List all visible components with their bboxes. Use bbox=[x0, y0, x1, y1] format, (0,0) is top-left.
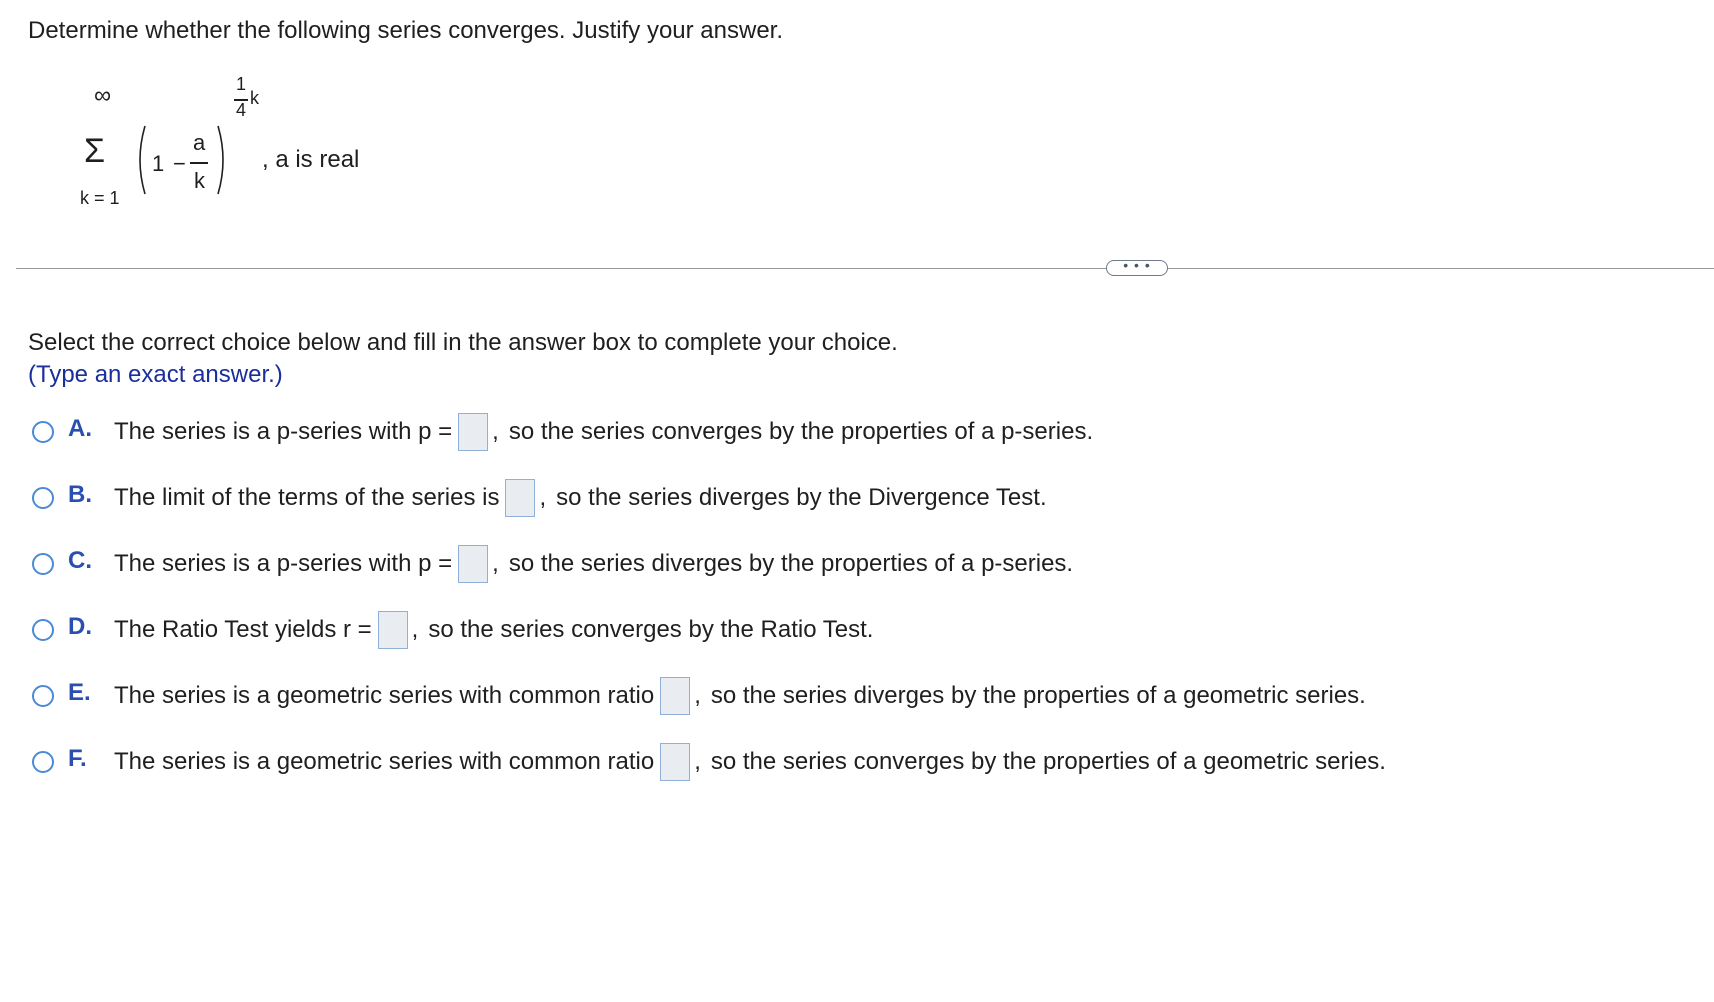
choice-letter: E. bbox=[68, 679, 91, 706]
fraction-numerator: a bbox=[193, 130, 206, 155]
choice-text-after: so the series converges by the properties of a geometric series. bbox=[710, 748, 1386, 775]
term-minus: − bbox=[173, 151, 186, 176]
answer-input[interactable] bbox=[660, 743, 690, 781]
exponent-variable: k bbox=[250, 88, 259, 108]
radio-button-unselected-icon[interactable] bbox=[32, 685, 54, 707]
choice-text-after: so the series converges by the properties of a p-series. bbox=[508, 418, 1094, 445]
comma: , bbox=[694, 748, 701, 775]
choice-e[interactable] bbox=[30, 675, 1366, 717]
choice-text-before: The series is a geometric series with common ratio bbox=[114, 748, 655, 775]
answer-input[interactable] bbox=[458, 545, 488, 583]
sum-lower-limit: k = 1 bbox=[80, 188, 120, 208]
exponent-denominator: 4 bbox=[236, 100, 247, 120]
choice-text-before: The Ratio Test yields r = bbox=[114, 616, 372, 643]
choice-text-after: so the series converges by the Ratio Test. bbox=[428, 616, 874, 643]
radio-button-unselected-icon[interactable] bbox=[32, 619, 54, 641]
fraction-denominator: k bbox=[194, 168, 205, 193]
radio-button-unselected-icon[interactable] bbox=[32, 487, 54, 509]
choice-b[interactable] bbox=[30, 477, 1047, 519]
comma: , bbox=[411, 616, 419, 643]
answer-input[interactable] bbox=[505, 479, 535, 517]
choice-letter: A. bbox=[68, 415, 92, 442]
answer-input[interactable] bbox=[378, 611, 408, 649]
radio-button-unselected-icon[interactable] bbox=[32, 751, 54, 773]
choice-a[interactable] bbox=[30, 411, 1093, 453]
formula-condition: , a is real bbox=[262, 146, 360, 173]
series-formula bbox=[70, 74, 410, 214]
choice-c[interactable] bbox=[30, 543, 1073, 585]
left-parenthesis bbox=[134, 124, 148, 196]
choice-text-after: so the series diverges by the properties of a p-series. bbox=[508, 550, 1074, 577]
comma: , bbox=[694, 682, 701, 709]
question-text: Determine whether the following series converges. Justify your answer. bbox=[28, 17, 784, 44]
fraction-bar bbox=[190, 162, 208, 164]
radio-button-unselected-icon[interactable] bbox=[32, 421, 54, 443]
comma: , bbox=[492, 550, 499, 577]
exponent-numerator: 1 bbox=[236, 74, 247, 94]
answer-input[interactable] bbox=[458, 413, 488, 451]
choice-text-before: The series is a p-series with p = bbox=[114, 418, 453, 445]
comma: , bbox=[492, 418, 499, 445]
instructions-text: Select the correct choice below and fill in the answer box to complete your choice. bbox=[28, 329, 898, 356]
choice-letter: C. bbox=[68, 547, 92, 574]
choice-text-before: The series is a geometric series with common ratio bbox=[114, 682, 655, 709]
comma: , bbox=[539, 484, 547, 511]
answer-input[interactable] bbox=[660, 677, 690, 715]
more-options-icon[interactable]: • • • bbox=[1106, 260, 1168, 276]
term-one: 1 bbox=[152, 151, 165, 176]
radio-button-unselected-icon[interactable] bbox=[32, 553, 54, 575]
section-divider bbox=[16, 268, 1714, 269]
choice-letter: D. bbox=[68, 613, 92, 640]
choice-f[interactable] bbox=[30, 741, 1386, 783]
choice-text-before: The series is a p-series with p = bbox=[114, 550, 453, 577]
sigma-symbol: Σ bbox=[84, 132, 106, 170]
right-parenthesis bbox=[215, 124, 229, 196]
hint-text: (Type an exact answer.) bbox=[28, 361, 283, 388]
choice-text-after: so the series diverges by the Divergence Test. bbox=[556, 484, 1047, 511]
choice-text-before: The limit of the terms of the series is bbox=[114, 484, 500, 511]
choice-d[interactable] bbox=[30, 609, 873, 651]
sum-upper-limit: ∞ bbox=[94, 82, 112, 109]
choice-letter: B. bbox=[68, 481, 92, 508]
choice-letter: F. bbox=[68, 745, 87, 772]
choice-text-after: so the series diverges by the properties of a geometric series. bbox=[710, 682, 1366, 709]
